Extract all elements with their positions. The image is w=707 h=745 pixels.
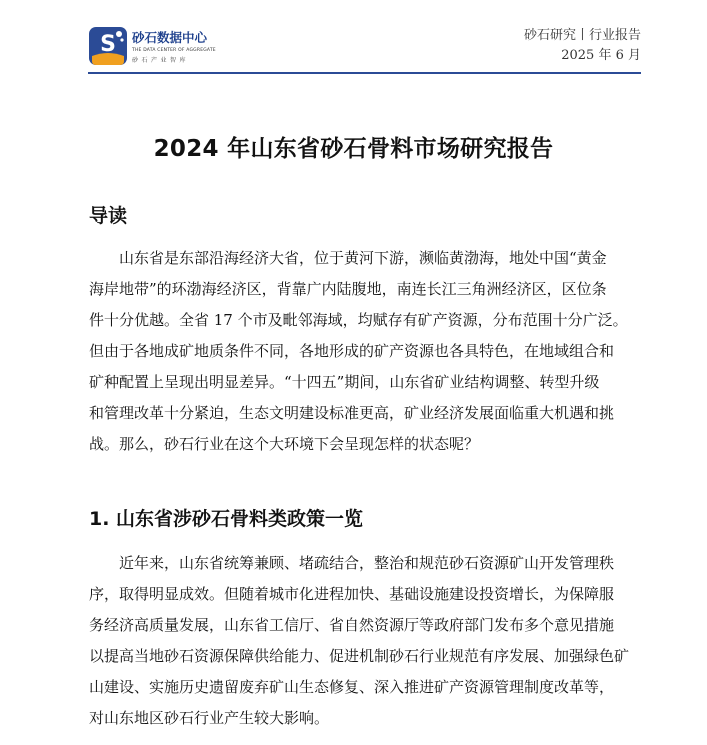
header-meta — [524, 26, 641, 66]
paragraph-line: 对山东地区砂石行业产生较大影响。 — [89, 709, 330, 727]
paragraph-line: 矿种配置上呈现出明显差异。“十四五”期间，山东省矿业结构调整、转型升级 — [89, 373, 600, 391]
logo-name-cn: 砂石数据中心 — [132, 30, 208, 45]
logo-tagline: 砂石产业智库 — [132, 57, 190, 64]
paragraph-line: 海岸地带”的环渤海经济区，背靠广内陆腹地，南连长江三角洲经济区，区位条 — [89, 280, 607, 298]
paragraph-line: 山建设、实施历史遗留废弃矿山生态修复、深入推进矿产资源管理制度改革等， — [89, 678, 615, 696]
paragraph-line: 序，取得明显成效。但随着城市化进程加快、基础设施建设投资增长，为保障服 — [89, 585, 615, 603]
aggregate-data-center-logo-icon — [88, 26, 128, 66]
paragraph-line: 以提高当地砂石资源保障供给能力、促进机制砂石行业规范有序发展、加强绿色矿 — [89, 647, 630, 665]
header-date: 2025 年 6 月 — [561, 48, 641, 63]
document-title: 2024 年山东省砂石骨料市场研究报告 — [153, 136, 554, 162]
svg-text:S: S — [100, 32, 116, 57]
intro-paragraph — [89, 243, 642, 460]
logo-name-en: THE DATA CENTER OF AGGREGATE — [132, 48, 216, 53]
paragraph-line: 战。那么，砂石行业在这个大环境下会呈现怎样的状态呢？ — [89, 435, 480, 453]
section-1-heading: 1. 山东省涉砂石骨料类政策一览 — [89, 508, 364, 530]
header-category: 砂石研究丨行业报告 — [523, 28, 641, 43]
paragraph-line: 山东省是东部沿海经济大省，位于黄河下游，濒临黄渤海，地处中国“黄金 — [119, 249, 607, 267]
intro-heading: 导读 — [89, 205, 128, 227]
paragraph-line: 件十分优越。全省 17 个市及毗邻海域，均赋存有矿产资源，分布范围十分广泛。 — [89, 311, 628, 329]
header-divider — [88, 72, 641, 74]
paragraph-line: 近年来，山东省统筹兼顾、堵疏结合，整治和规范砂石资源矿山开发管理秩 — [119, 554, 615, 572]
paragraph-line: 和管理改革十分紧迫，生态文明建设标准更高，矿业经济发展面临重大机遇和挑 — [89, 404, 615, 422]
paragraph-line: 务经济高质量发展，山东省工信厅、省自然资源厅等政府部门发布多个意见措施 — [89, 616, 615, 634]
page-header — [88, 22, 641, 74]
section-1-paragraph — [89, 548, 642, 734]
paragraph-line: 但由于各地成矿地质条件不同，各地形成的矿产资源也各具特色，在地域组合和 — [89, 342, 615, 360]
